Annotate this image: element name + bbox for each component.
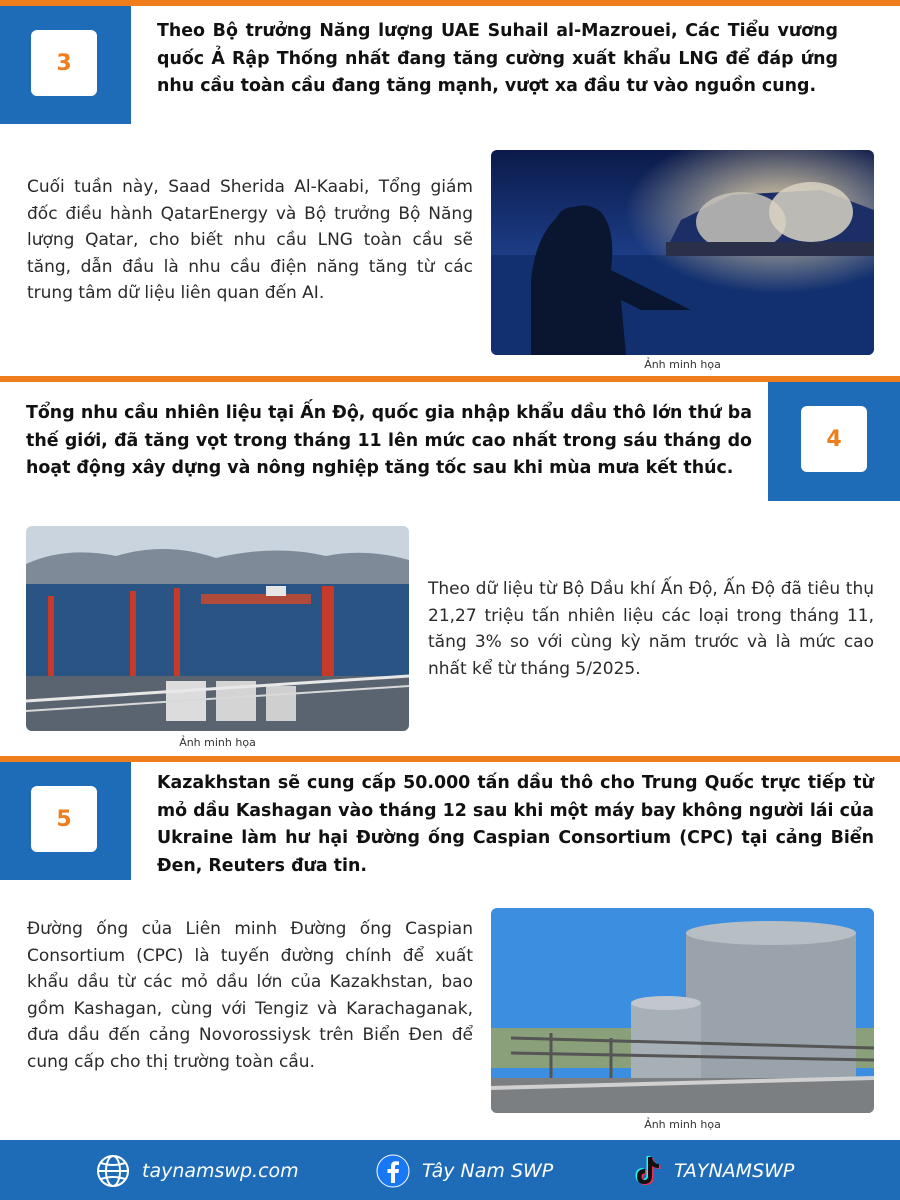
lng-tanker-photo xyxy=(491,150,874,355)
section-body: Cuối tuần này, Saad Sherida Al-Kaabi, Tổng giám đốc điều hành QatarEnergy và Bộ trưởng Bộ Năng lượng Qatar, cho biết nhu cầu LNG toàn cầu sẽ tăng, dẫn đầu là nhu cầu điện năng tăng từ các trung tâm dữ liệu liên quan đến AI. xyxy=(27,177,473,303)
section-divider xyxy=(0,376,900,382)
oil-storage-tanks-photo xyxy=(491,908,874,1113)
section-headline: Kazakhstan sẽ cung cấp 50.000 tấn dầu thô cho Trung Quốc trực tiếp từ mỏ dầu Kashagan vào tháng 12 sau khi một máy bay không người lái của Ukraine làm hư hại Đường ống Caspian Consortium (CPC) tại cảng Biển Đen, Reuters đưa tin. xyxy=(157,773,874,876)
footer-tiktok[interactable] xyxy=(632,1154,794,1188)
footer-website[interactable] xyxy=(96,1154,299,1188)
section-number-block xyxy=(768,382,900,501)
section-number: 5 xyxy=(31,786,97,852)
tiktok-label: TAYNAMSWP xyxy=(674,1160,795,1182)
footer-facebook[interactable] xyxy=(376,1154,553,1188)
photo-caption: Ảnh minh họa xyxy=(179,736,256,749)
photo-caption: Ảnh minh họa xyxy=(644,358,721,371)
tiktok-icon xyxy=(632,1154,662,1188)
section-divider xyxy=(0,0,900,6)
facebook-icon xyxy=(376,1154,410,1188)
oil-terminal-photo xyxy=(26,526,409,731)
section-headline: Theo Bộ trưởng Năng lượng UAE Suhail al-Mazrouei, Các Tiểu vương quốc Ả Rập Thống nhất đang tăng cường xuất khẩu LNG để đáp ứng nhu cầu toàn cầu đang tăng mạnh, vượt xa đầu tư vào nguồn cung. xyxy=(157,21,838,96)
section-number: 3 xyxy=(31,30,97,96)
section-divider xyxy=(0,756,900,762)
section-number-block xyxy=(0,762,131,880)
website-label: taynamswp.com xyxy=(142,1160,299,1182)
photo-caption: Ảnh minh họa xyxy=(644,1118,721,1131)
section-number-block xyxy=(0,6,131,124)
section-number: 4 xyxy=(801,406,867,472)
globe-icon xyxy=(96,1154,130,1188)
section-body: Theo dữ liệu từ Bộ Dầu khí Ấn Độ, Ấn Độ đã tiêu thụ 21,27 triệu tấn nhiên liệu các loại trong tháng 11, tăng 3% so với cùng kỳ năm trước và là mức cao nhất kể từ tháng 5/2025. xyxy=(428,579,874,679)
facebook-label: Tây Nam SWP xyxy=(422,1160,554,1182)
footer xyxy=(0,1140,900,1200)
section-body: Đường ống của Liên minh Đường ống Caspian Consortium (CPC) là tuyến đường chính để xuất khẩu dầu từ các mỏ dầu lớn của Kazakhstan, bao gồm Kashagan, cùng với Tengiz và Karachaganak, đưa dầu đến cảng Novorossiysk trên Biển Đen để cung cấp cho thị trường toàn cầu. xyxy=(27,919,473,1072)
section-headline: Tổng nhu cầu nhiên liệu tại Ấn Độ, quốc gia nhập khẩu dầu thô lớn thứ ba thế giới, đã tăng vọt trong tháng 11 lên mức cao nhất trong sáu tháng do hoạt động xây dựng và nông nghiệp tăng tốc sau khi mùa mưa kết thúc. xyxy=(26,403,752,478)
